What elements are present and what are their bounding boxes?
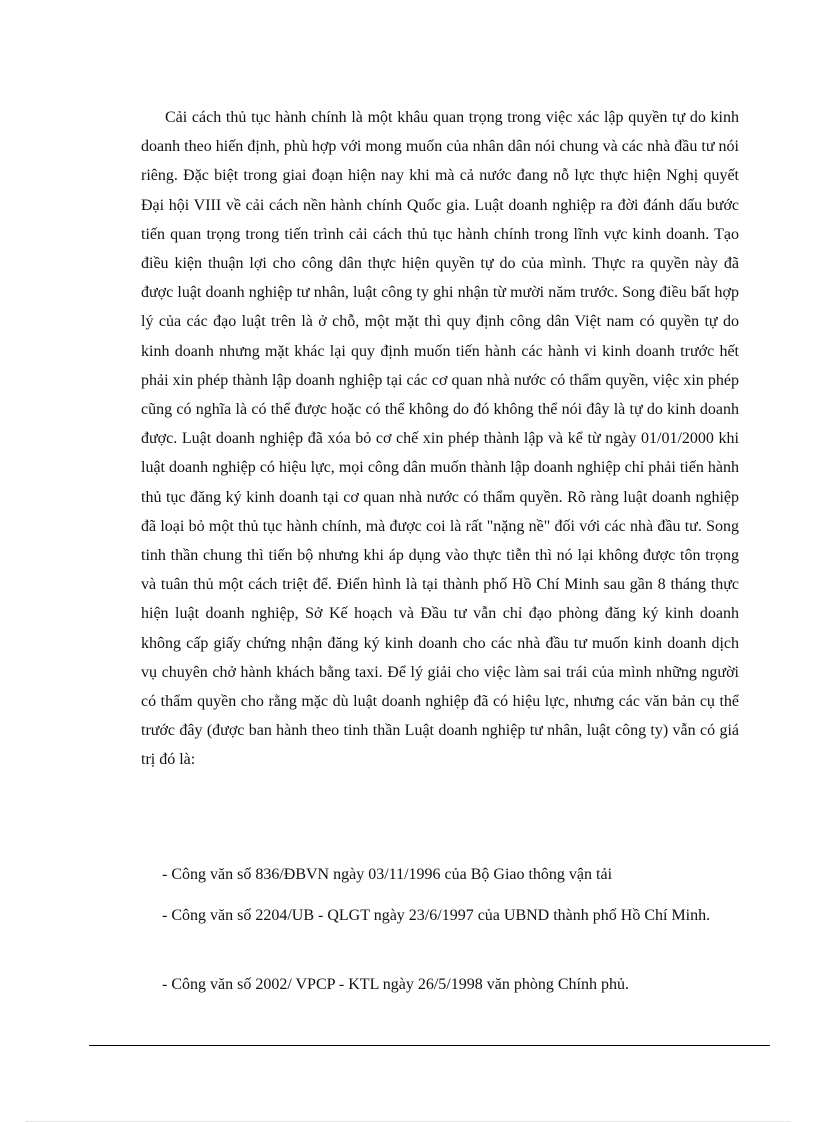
body-paragraph: Cải cách thủ tục hành chính là một khâu quan trọng trong việc xác lập quyền tự do kinh doanh theo hiến định, phù hợp với mong muốn của nhân dân nói chung và các nhà đầu tư nói riêng. Đặc biệt trong giai đoạn hiện nay khi mà cả nước đang nỗ lực thực hiện Nghị quyết Đại hội VIII về cải cách nền hành chính Quốc gia. Luật doanh nghiệp ra đời đánh dấu bước tiến quan trọng trong tiến trình cải cách thủ tục hành chính trong lĩnh vực kinh doanh. Tạo điều kiện thuận lợi cho công dân thực hiện quyền tự do của mình. Thực ra quyền này đã được luật doanh nghiệp tư nhân, luật công ty ghi nhận từ mười năm trước. Song điều bất hợp lý của các đạo luật trên là ở chỗ, một mặt thì quy định công dân Việt nam có quyền tự do kinh doanh nhưng mặt khác lại quy định muốn tiến hành các hành vi kinh doanh trước hết phải xin phép thành lập doanh nghiệp tại các cơ quan nhà nước có thẩm quyền, việc xin phép cũng có nghĩa là có thể được hoặc có thể không do đó không thể nói đây là tự do kinh doanh được. Luật doanh nghiệp đã xóa bỏ cơ chế xin phép thành lập và kể từ ngày 01/01/2000 khi luật doanh nghiệp có hiệu lực, mọi công dân muốn thành lập doanh nghiệp chỉ phải tiến hành thủ tục đăng ký kinh doanh tại cơ quan nhà nước có thẩm quyền. Rõ ràng luật doanh nghiệp đã loại bỏ một thủ tục hành chính, mà được coi là rất "nặng nề" đối với các nhà đầu tư. Song tinh thần chung thì tiến bộ nhưng khi áp dụng vào thực tiễn thì nó lại không được tôn trọng và tuân thủ một cách triệt để. Điển hình là tại thành phố Hồ Chí Minh sau gần 8 tháng thực hiện luật doanh nghiệp, Sở Kế hoạch và Đầu tư vẫn chỉ đạo phòng đăng ký kinh doanh không cấp giấy chứng nhận đăng ký kinh doanh cho các nhà đầu tư muốn kinh doanh dịch vụ chuyên chở hành khách bằng taxi. Để lý giải cho việc làm sai trái của mình những người có thẩm quyền cho rằng mặc dù luật doanh nghiệp đã có hiệu lực, nhưng các văn bản cụ thể trước đây (được ban hành theo tinh thần Luật doanh nghiệp tư nhân, luật công ty) vẫn có giá trị đó là: [141,109,739,769]
list-item: - Công văn số 2204/UB - QLGT ngày 23/6/1997 của UBND thành phố Hồ Chí Minh. [162,907,711,924]
footer-divider [89,1045,770,1046]
page-edge-dotted-line [26,1121,790,1122]
list-item: - Công văn số 836/ĐBVN ngày 03/11/1996 của Bộ Giao thông vận tải [162,866,613,883]
list-item: - Công văn số 2002/ VPCP - KTL ngày 26/5/1998 văn phòng Chính phủ. [162,976,629,993]
